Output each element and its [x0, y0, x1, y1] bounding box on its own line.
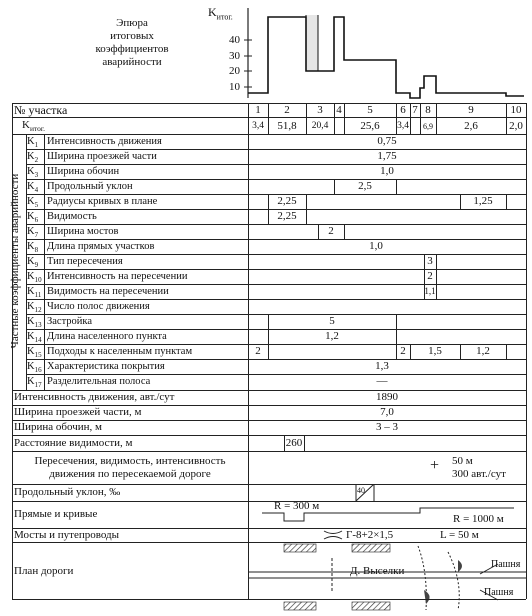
bridge-icon — [322, 528, 344, 542]
k15-value: 2 — [400, 345, 406, 357]
section-number: 9 — [468, 104, 474, 116]
diagram-k-label: $K_{итог.}$ — [208, 5, 233, 22]
k-name-17: Разделительная полоса — [47, 376, 151, 387]
k-label-17: $K_{17}$ — [27, 376, 42, 390]
bridges-name: Мосты и путепроводы — [14, 529, 119, 541]
crossing-value — [452, 455, 506, 481]
k-itog-value: 2,0 — [509, 120, 523, 132]
k14-value: 1,2 — [325, 330, 339, 342]
k10-value: 2 — [427, 270, 433, 282]
k3-value: 1,0 — [380, 165, 394, 177]
info-value: 3 – 3 — [376, 421, 398, 433]
k-name-3: Ширина обочин — [47, 166, 120, 177]
k-name-10: Интенсивность на пересечении — [47, 271, 188, 282]
k-label-8: $K_8$ — [27, 241, 39, 255]
k-itog-value: 25,6 — [360, 120, 380, 132]
k-itog-value: 3,4 — [397, 121, 409, 131]
k16-value: 1,3 — [375, 360, 389, 372]
k-label-6: $K_6$ — [27, 211, 39, 225]
k-itog-value: 2,6 — [464, 120, 478, 132]
village-label: Д. Выселки — [350, 565, 405, 577]
section-number: 6 — [400, 104, 406, 116]
k-itog-label: $K_{итог.}$ — [22, 119, 46, 134]
section-number: 5 — [367, 104, 373, 116]
k-name-9: Тип пересечения — [47, 256, 123, 267]
slope-name: Продольный уклон, ‰ — [14, 486, 121, 498]
field-label-1: Пашня — [491, 559, 521, 570]
k-label-12: $K_{12}$ — [27, 301, 42, 315]
diagram-title-line: аварийности — [102, 56, 162, 68]
k-name-8: Длина прямых участков — [47, 241, 155, 252]
diagram-title-line: Эпюра — [116, 17, 148, 29]
curve-radius-1: R = 300 м — [274, 500, 320, 512]
k-label-13: $K_{13}$ — [27, 316, 42, 330]
section-number: 3 — [317, 104, 323, 116]
y-tick-10: 10 — [229, 81, 240, 93]
k15-value: 2 — [255, 345, 261, 357]
curves-name: Прямые и кривые — [14, 508, 98, 520]
k-name-6: Видимость — [47, 211, 97, 222]
k-label-16: $K_{16}$ — [27, 361, 42, 375]
k-label-3: $K_3$ — [27, 166, 39, 180]
diagram-title-line: итоговых — [110, 30, 154, 42]
k-name-16: Характеристика покрытия — [47, 361, 165, 372]
k-name-7: Ширина мостов — [47, 226, 119, 237]
section-row-label: № участка — [14, 103, 68, 117]
section-number: 2 — [284, 104, 290, 116]
vertical-label: Частные коэффициенты аварийности — [9, 173, 21, 349]
field-label-2: Пашня — [484, 587, 514, 598]
crossing-plus-icon: + — [430, 457, 440, 474]
k-name-4: Продольный уклон — [47, 181, 133, 192]
crossing-value-line: 300 авт./сут — [452, 468, 506, 480]
curve-radius-2: R = 1000 м — [453, 513, 504, 525]
section-number: 10 — [510, 104, 522, 116]
info-name: Ширина обочин, м — [14, 421, 102, 433]
k-name-1: Интенсивность движения — [47, 136, 162, 147]
k5-value: 2,25 — [277, 195, 297, 207]
k11-value: 1,1 — [424, 286, 436, 296]
k-name-12: Число полос движения — [47, 301, 150, 312]
k6-value: 2,25 — [277, 210, 297, 222]
info-value: 1890 — [376, 391, 398, 403]
plan-name: План дороги — [14, 565, 74, 577]
k7-value: 2 — [328, 225, 334, 237]
y-tick-30: 30 — [229, 50, 240, 62]
k-label-4: $K_4$ — [27, 181, 39, 195]
coefficient-diagram — [0, 0, 532, 104]
diagram-title-line: коэффициентов — [95, 43, 169, 55]
section-number: 4 — [336, 104, 342, 116]
k-label-7: $K_7$ — [27, 226, 39, 240]
k-label-5: $K_5$ — [27, 196, 39, 210]
k15-value: 1,5 — [428, 345, 442, 357]
k-name-2: Ширина проезжей части — [47, 151, 157, 162]
k-itog-value: 20,4 — [311, 121, 329, 131]
k-itog-value: 51,8 — [277, 120, 297, 132]
bridge-gabarit: Г-8+2×1,5 — [346, 529, 394, 541]
k-label-9: $K_9$ — [27, 256, 39, 270]
crossing-name-line: Пересечения, видимость, интенсивность — [34, 455, 226, 467]
k4-value: 2,5 — [358, 180, 372, 192]
k-label-1: $K_1$ — [27, 136, 39, 150]
info-name: Расстояние видимости, м — [14, 437, 133, 449]
k15-value: 1,2 — [476, 345, 490, 357]
k1-value: 0,75 — [377, 135, 397, 147]
k8-value: 1,0 — [369, 240, 383, 252]
k-name-13: Застройка — [47, 316, 93, 327]
k-itog-value: 3,4 — [252, 121, 264, 131]
crossing-name — [12, 455, 248, 481]
section-number: 7 — [412, 104, 418, 116]
k-label-14: $K_{14}$ — [27, 331, 42, 345]
y-tick-20: 20 — [229, 65, 240, 77]
y-tick-40: 40 — [229, 34, 240, 46]
k13-value: 5 — [329, 315, 335, 327]
info-name: Ширина проезжей части, м — [14, 406, 142, 418]
k-name-11: Видимость на пересечении — [47, 286, 169, 297]
k-label-10: $K_{10}$ — [27, 271, 42, 285]
info-value: 260 — [285, 437, 303, 449]
k2-value: 1,75 — [377, 150, 397, 162]
k-label-15: $K_{15}$ — [27, 346, 42, 360]
k-name-15: Подходы к населенным пунктам — [47, 346, 193, 357]
k-itog-value: 6,9 — [423, 122, 433, 131]
info-name: Интенсивность движения, авт./сут — [14, 391, 175, 403]
crossing-value-line: 50 м — [452, 455, 473, 467]
k-name-14: Длина населенного пункта — [47, 331, 167, 342]
section-number: 8 — [425, 104, 431, 116]
k-name-5: Радиусы кривых в плане — [47, 196, 158, 207]
section-number: 1 — [255, 104, 261, 116]
k9-value: 3 — [427, 255, 433, 267]
slope-value: 40 — [357, 486, 365, 495]
info-value: 7,0 — [380, 406, 394, 418]
crossing-name-line: движения по пересекаемой дороге — [49, 468, 211, 480]
bridge-length: L = 50 м — [440, 529, 479, 541]
k-label-11: $K_{11}$ — [27, 286, 42, 300]
k-label-2: $K_2$ — [27, 151, 39, 165]
k17-value: — — [376, 375, 388, 387]
k5-value: 1,25 — [473, 195, 493, 207]
